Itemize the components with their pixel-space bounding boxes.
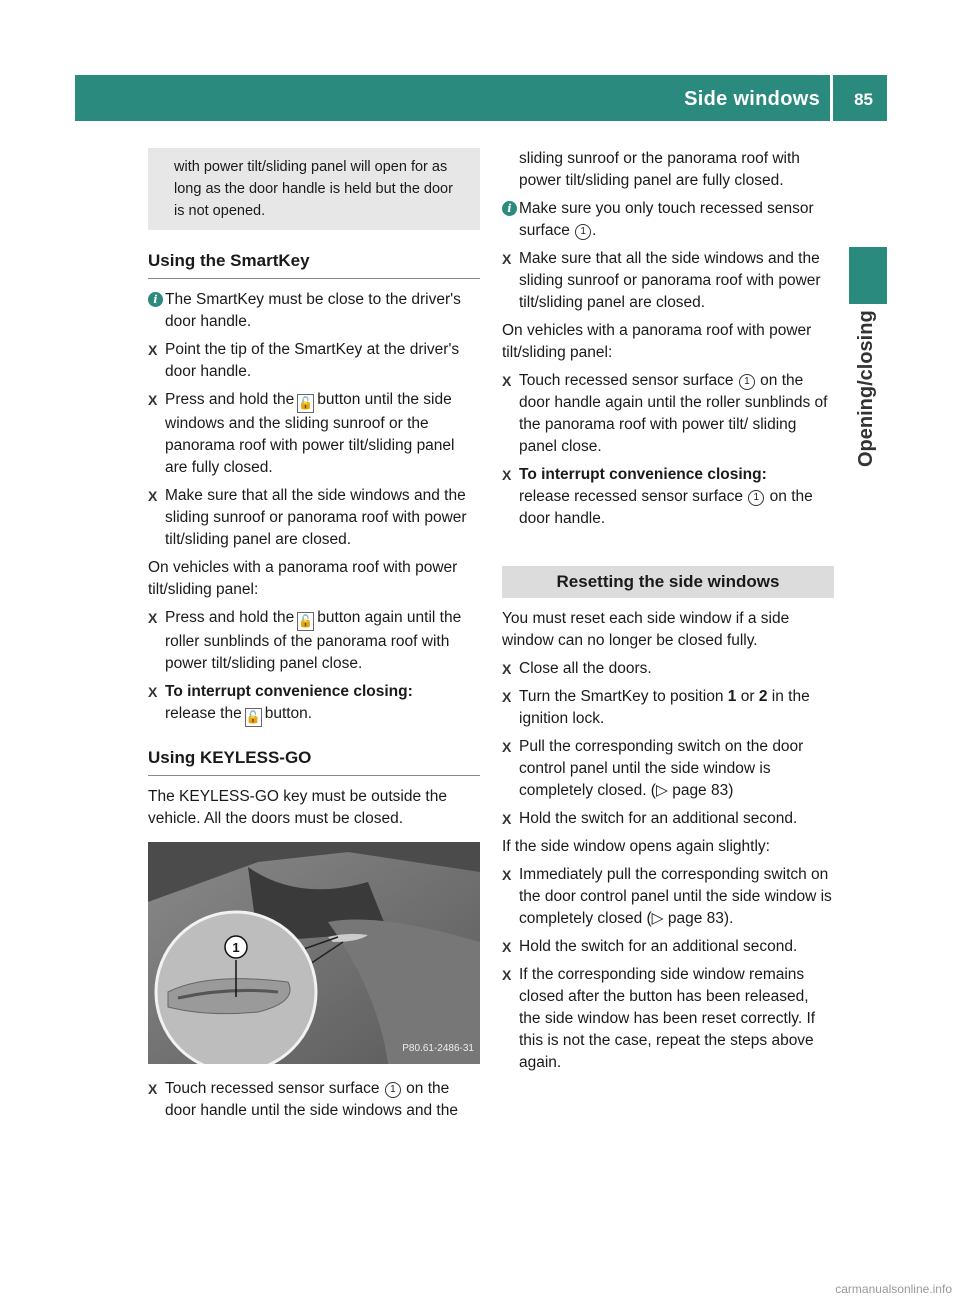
step-arrow-icon: X <box>148 610 158 626</box>
sensor-marker-icon: 1 <box>748 490 764 506</box>
info-note: i Make sure you only touch recessed sensor surface 1 . <box>502 198 834 242</box>
page-section-title: Side windows <box>684 88 820 110</box>
watermark: carmanualsonline.info <box>835 1282 952 1296</box>
header-bar <box>75 75 887 121</box>
paragraph: You must reset each side window if a side window can no longer be closed fully. <box>502 610 790 649</box>
info-note: i The SmartKey must be close to the driver's door handle. <box>148 289 480 333</box>
info-icon: i <box>502 201 517 216</box>
step: X Touch recessed sensor surface 1 on the door handle until the side windows and the <box>148 1080 458 1119</box>
step: X Press and hold the 🔓 button until the side windows and the sliding sunroof or the panorama roof with power tilt/sliding panel are fully closed. <box>148 391 455 476</box>
heading-smartkey: Using the SmartKey <box>148 250 480 279</box>
step: X Make sure that all the side windows and the sliding sunroof or panorama roof with power tilt/sliding panel are closed. <box>148 487 467 548</box>
left-column <box>148 148 480 1128</box>
note-box: with power tilt/sliding panel will open for as long as the door handle is held but the door is not opened. <box>148 148 480 230</box>
step: X Close all the doors. <box>502 658 834 680</box>
step: X Hold the switch for an additional second. <box>502 808 834 830</box>
right-column <box>502 148 834 1080</box>
paragraph: On vehicles with a panorama roof with power tilt/sliding panel: <box>502 322 812 361</box>
step-arrow-icon: X <box>148 684 158 700</box>
step-arrow-icon: X <box>148 342 158 358</box>
unlock-icon: 🔓 <box>245 708 262 727</box>
door-handle-illustration <box>148 842 480 1064</box>
sensor-marker-icon: 1 <box>739 374 755 390</box>
heading-resetting: Resetting the side windows <box>502 566 834 598</box>
step: X To interrupt convenience closing: release the 🔓 button. <box>148 681 480 727</box>
step-arrow-icon: X <box>502 967 512 983</box>
step-arrow-icon: X <box>502 739 512 755</box>
step-arrow-icon: X <box>502 661 512 677</box>
paragraph: If the side window opens again slightly: <box>502 838 770 855</box>
step-arrow-icon: X <box>148 1081 158 1097</box>
step-arrow-icon: X <box>502 939 512 955</box>
step-arrow-icon: X <box>502 867 512 883</box>
paragraph: On vehicles with a panorama roof with power tilt/sliding panel: <box>148 559 458 598</box>
step-arrow-icon: X <box>148 392 158 408</box>
step-arrow-icon: X <box>502 467 512 483</box>
header-separator <box>830 75 833 121</box>
step-arrow-icon: X <box>502 251 512 267</box>
step: X Touch recessed sensor surface 1 on the door handle again until the roller sunblinds of the panorama roof with power tilt/ sliding panel close. <box>502 372 828 455</box>
chapter-tab <box>849 247 887 304</box>
step-arrow-icon: X <box>502 811 512 827</box>
unlock-icon: 🔓 <box>297 394 314 413</box>
paragraph: The KEYLESS-GO key must be outside the vehicle. All the doors must be closed. <box>148 788 447 827</box>
heading-keyless-go: Using KEYLESS-GO <box>148 747 480 776</box>
step: X To interrupt convenience closing: release recessed sensor surface 1 on the door handle. <box>502 466 813 527</box>
step: X If the corresponding side window remains closed after the button has been released, the side window has been reset correctly. If this is not the case, repeat the steps above again. <box>502 966 816 1071</box>
door-handle-figure <box>148 842 480 1064</box>
sensor-marker-icon: 1 <box>385 1082 401 1098</box>
figure-marker: 1 <box>232 940 240 955</box>
step: X Turn the SmartKey to position 1 or 2 in the ignition lock. <box>502 688 810 727</box>
step-arrow-icon: X <box>502 689 512 705</box>
step: X Make sure that all the side windows and the sliding sunroof or panorama roof with power tilt/sliding panel are closed. <box>502 250 821 311</box>
unlock-icon: 🔓 <box>297 612 314 631</box>
step: X Hold the switch for an additional second. <box>502 936 834 958</box>
paragraph: sliding sunroof or the panorama roof with power tilt/sliding panel are fully closed. <box>519 150 800 189</box>
step: X Immediately pull the corresponding switch on the door control panel until the side window is completely closed (▷ page 83). <box>502 866 832 927</box>
figure-code: P80.61-2486-31 <box>402 1043 474 1054</box>
step: X Pull the corresponding switch on the door control panel until the side window is completely closed. (▷ page 83) <box>502 738 804 799</box>
sensor-marker-icon: 1 <box>575 224 591 240</box>
step-arrow-icon: X <box>502 373 512 389</box>
step: X Point the tip of the SmartKey at the driver's door handle. <box>148 341 460 380</box>
page-number: 85 <box>854 90 873 109</box>
info-icon: i <box>148 292 163 307</box>
step-arrow-icon: X <box>148 488 158 504</box>
step: X Press and hold the 🔓 button again until the roller sunblinds of the panorama roof with power tilt/sliding panel close. <box>148 609 462 672</box>
chapter-label: Opening/closing <box>855 310 877 467</box>
